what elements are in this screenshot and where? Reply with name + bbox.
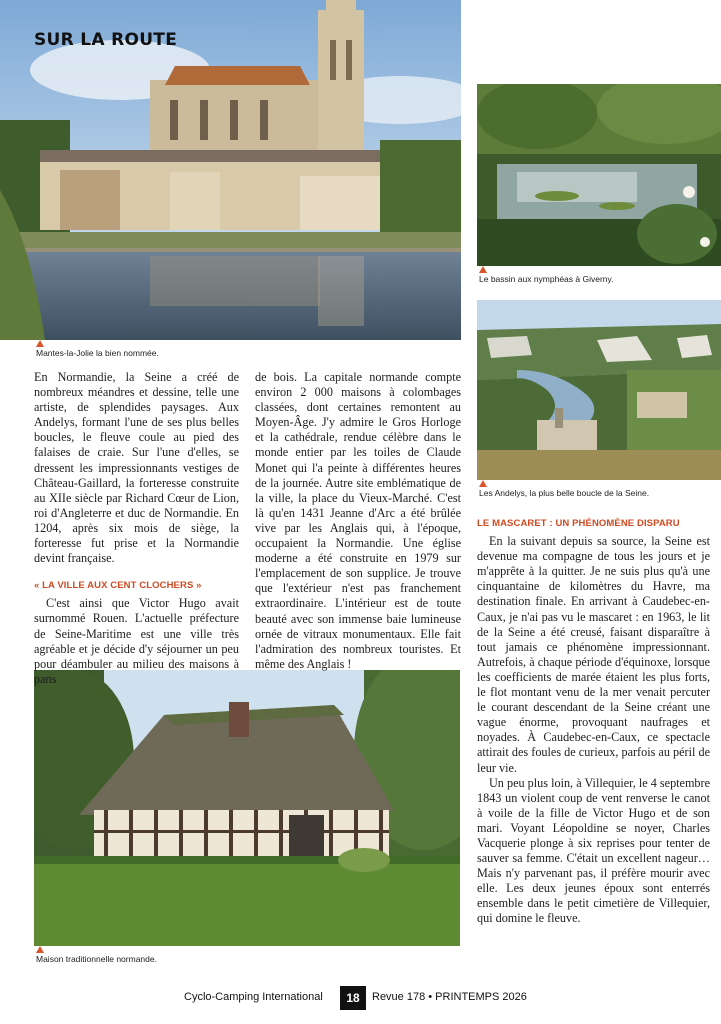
- footer-issue: Revue 178 • PRINTEMPS 2026: [372, 991, 527, 1003]
- article-paragraph: Un peu plus loin, à Villequier, le 4 septembre 1843 un violent coup de vent renverse le canot à voile de la fille de Victor Hugo et de son mari. Voyant Léopoldine se noyer, Charles Vacquerie plonge à six reprises pour tenter de sauver sa femme. C'était un excellent nageur… Mais n'y parvenant pas, il préfère mourir avec elle. Les deux jeunes époux sont enterrés ensemble dans le petit cimetière de Villequier, qui domine le fleuve.: [477, 775, 710, 926]
- article-column-3: [477, 516, 710, 927]
- caption-marker: [479, 480, 487, 487]
- article-paragraph: C'est ainsi que Victor Hugo avait surnommé Rouen. L'actuelle préfecture de Seine-Maritime est une ville très agréable et je décide d'y séjourner un peu pour déambuler au milieu des maisons à pans: [34, 596, 239, 686]
- caption-maison: Maison traditionnelle normande.: [36, 954, 157, 964]
- photo-maison-normande: [34, 670, 460, 946]
- subheading-ville-aux-cent-clochers: « LA VILLE AUX CENT CLOCHERS »: [34, 580, 202, 592]
- caption-marker: [36, 340, 44, 347]
- article-paragraph: de bois. La capitale normande compte environ 2 000 maisons à colombages classées, dont certaines remontent au Moyen-Âge. J'y admire le Gros Horloge et la cathédrale, rendue célèbre dans le monde entier par les toiles de Claude Monet qui l'a peinte à différentes heures de la journée. Autre site emblématique de la ville, la place du Vieux-Marché. C'est là qu'en 1431 Jeanne d'Arc a été brûlée vive par les Anglais qui, à l'époque, occupaient la Normandie. Une église moderne a été construite en 1979 sur l'emplacement de son supplice. Je trouve que l'extérieur n'est pas franchement extraordinaire. L'intérieur est de toute beauté avec son immense baie lumineuse ornée de vitraux monumentaux. Elle fait l'admiration des nombreux touristes. Et même des Anglais !: [255, 370, 461, 671]
- footer-page-number: 18: [340, 986, 366, 1010]
- photo-les-andelys: [477, 300, 721, 480]
- caption-andelys: Les Andelys, la plus belle boucle de la Seine.: [479, 488, 650, 498]
- photo-giverny: [477, 84, 721, 266]
- section-title: SUR LA ROUTE: [34, 30, 178, 50]
- caption-marker: [479, 266, 487, 273]
- caption-giverny: Le bassin aux nymphéas à Giverny.: [479, 274, 614, 284]
- subheading-mascaret: LE MASCARET : UN PHÉNOMÈNE DISPARU: [477, 518, 680, 529]
- article-column-2: [255, 370, 461, 672]
- caption-mantes: Mantes-la-Jolie la bien nommée.: [36, 348, 159, 358]
- photo-mantes-la-jolie: [0, 0, 461, 340]
- article-paragraph: En la suivant depuis sa source, la Seine est devenue ma compagne de tous les jours et je m'apprête à la quitter. Je ne suis plus qu'à une cinquantaine de kilomètres du Havre, ma destination finale. En arrivant à Caudebec-en-Caux, je n'ai pas vu le mascaret : en 1963, le lit de la Seine a été creusé, faisant disparaître à tout jamais ce phénomène impressionnant. Autrefois, à chaque période d'équinoxe, lorsque les coefficients de marée étaient les plus forts, le flot montant venu de la mer venait percuter le courant descendant de la Seine créant une vague énorme, provoquant naufrages et noyades. À Caudebec-en-Caux, ce spectacle attirait des foules de curieux, parfois au péril de leur vie.: [477, 534, 710, 775]
- page-footer: [0, 986, 721, 1012]
- article-column-1: [34, 370, 239, 687]
- article-paragraph: En Normandie, la Seine a créé de nombreux méandres et dessine, telle une artiste, de splendides paysages. Aux Andelys, formant l'une de ses plus belles boucles, le fleuve coule au pied des falaises de craie. Sur l'une d'elles, se dressent les impressionnants vestiges de Château-Gaillard, la forteresse construite au XIIe siècle par Richard Cœur de Lion, roi d'Angleterre et duc de Normandie. En 1204, après six mois de siège, la forteresse fut prise et la Normandie devint française.: [34, 370, 239, 566]
- footer-magazine-name: Cyclo-Camping International: [184, 991, 323, 1003]
- caption-marker: [36, 946, 44, 953]
